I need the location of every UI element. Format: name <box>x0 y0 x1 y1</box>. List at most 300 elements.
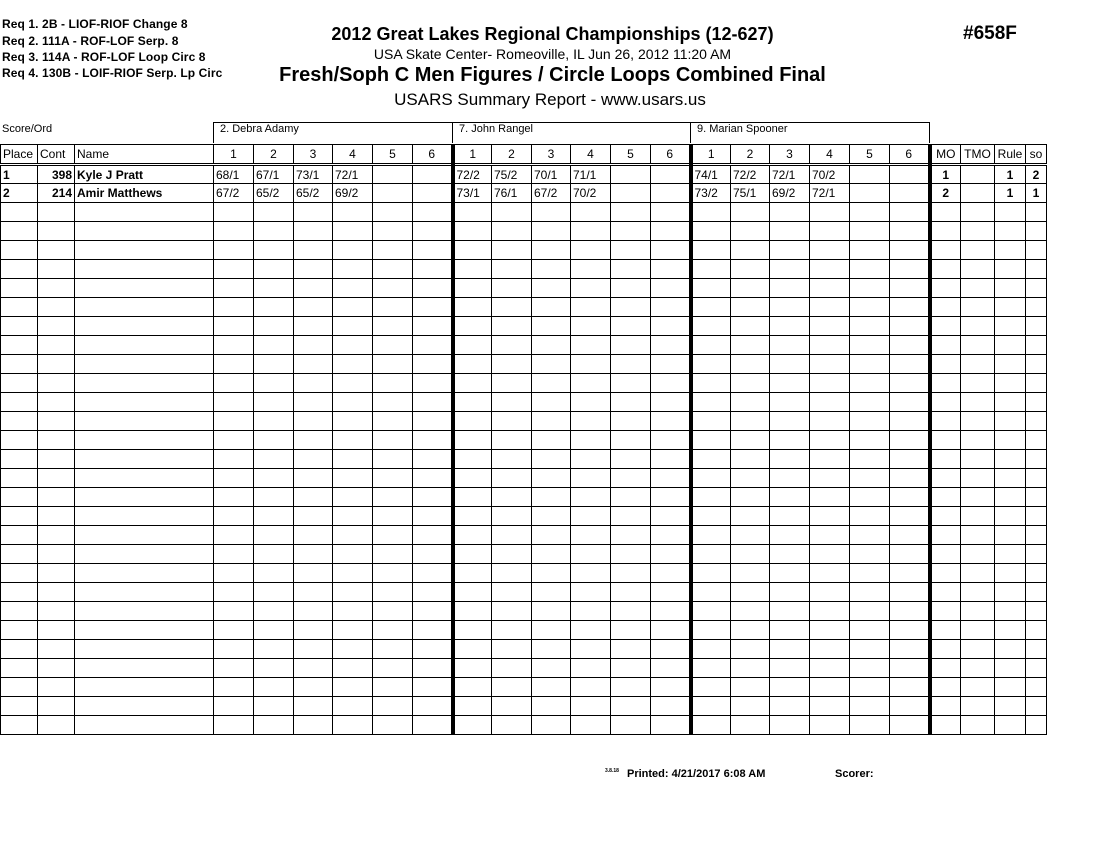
empty-cell <box>333 222 373 241</box>
empty-cell <box>1 355 38 374</box>
empty-cell <box>651 507 691 526</box>
judge-2-score-cell: 72/2 <box>453 165 492 184</box>
empty-cell <box>453 222 492 241</box>
empty-cell <box>254 583 294 602</box>
empty-cell <box>571 526 611 545</box>
empty-cell <box>1026 336 1047 355</box>
empty-cell <box>294 583 333 602</box>
empty-cell <box>413 488 453 507</box>
empty-cell <box>294 640 333 659</box>
empty-cell <box>214 621 254 640</box>
empty-cell <box>75 431 214 450</box>
empty-cell <box>890 298 930 317</box>
empty-cell <box>532 431 571 450</box>
empty-cell <box>532 583 571 602</box>
empty-cell <box>453 583 492 602</box>
empty-cell <box>1026 222 1047 241</box>
judge-2-score-cell: 70/1 <box>532 165 571 184</box>
empty-cell <box>1 317 38 336</box>
empty-cell <box>413 716 453 735</box>
empty-cell <box>333 355 373 374</box>
empty-cell <box>611 450 651 469</box>
empty-cell <box>961 317 995 336</box>
empty-cell <box>1026 374 1047 393</box>
empty-cell <box>333 260 373 279</box>
empty-cell <box>1 203 38 222</box>
empty-cell <box>810 450 850 469</box>
empty-cell <box>373 279 413 298</box>
empty-cell <box>453 507 492 526</box>
empty-cell <box>453 203 492 222</box>
empty-cell <box>1 488 38 507</box>
empty-cell <box>995 583 1026 602</box>
empty-cell <box>294 621 333 640</box>
empty-cell <box>214 659 254 678</box>
empty-cell <box>930 393 961 412</box>
empty-cell <box>294 678 333 697</box>
requirement-4: Req 4. 130B - LOIF-RIOF Serp. Lp Circ <box>2 66 223 80</box>
empty-cell <box>532 659 571 678</box>
requirement-3: Req 3. 114A - ROF-LOF Loop Circ 8 <box>2 50 206 64</box>
empty-cell <box>770 203 810 222</box>
empty-cell <box>373 678 413 697</box>
tmo-cell <box>961 165 995 184</box>
empty-cell <box>651 450 691 469</box>
empty-cell <box>532 203 571 222</box>
empty-cell <box>611 526 651 545</box>
empty-cell <box>995 203 1026 222</box>
empty-cell <box>254 450 294 469</box>
empty-cell <box>961 393 995 412</box>
empty-cell <box>254 412 294 431</box>
empty-cell <box>453 716 492 735</box>
requirement-1: Req 1. 2B - LIOF-RIOF Change 8 <box>2 17 188 31</box>
empty-cell <box>214 298 254 317</box>
empty-cell <box>413 640 453 659</box>
empty-cell <box>373 336 413 355</box>
empty-cell <box>651 298 691 317</box>
empty-cell <box>214 564 254 583</box>
empty-cell <box>611 222 651 241</box>
empty-cell <box>75 279 214 298</box>
empty-cell <box>571 469 611 488</box>
empty-cell <box>1026 488 1047 507</box>
j3-fig-2: 2 <box>731 145 770 165</box>
empty-cell <box>38 450 75 469</box>
empty-cell <box>850 355 890 374</box>
empty-cell <box>691 716 731 735</box>
empty-cell <box>373 374 413 393</box>
empty-cell <box>254 336 294 355</box>
empty-cell <box>995 564 1026 583</box>
empty-cell <box>651 393 691 412</box>
empty-cell <box>492 260 532 279</box>
empty-cell <box>731 222 770 241</box>
empty-cell <box>691 545 731 564</box>
empty-cell <box>611 507 651 526</box>
empty-cell <box>254 393 294 412</box>
empty-cell <box>691 659 731 678</box>
empty-cell <box>333 412 373 431</box>
empty-cell <box>850 222 890 241</box>
empty-cell <box>651 260 691 279</box>
empty-cell <box>413 583 453 602</box>
empty-cell <box>651 203 691 222</box>
empty-cell <box>373 621 413 640</box>
empty-cell <box>413 564 453 583</box>
empty-cell <box>75 640 214 659</box>
empty-cell <box>75 526 214 545</box>
empty-cell <box>1026 450 1047 469</box>
empty-cell <box>373 317 413 336</box>
empty-cell <box>294 241 333 260</box>
empty-cell <box>532 545 571 564</box>
empty-cell <box>1026 469 1047 488</box>
requirement-2: Req 2. 111A - ROF-LOF Serp. 8 <box>2 34 179 48</box>
report-title: USARS Summary Report - www.usars.us <box>394 90 706 109</box>
empty-table-row <box>1 621 1047 640</box>
empty-cell <box>850 564 890 583</box>
empty-cell <box>995 374 1026 393</box>
empty-cell <box>611 621 651 640</box>
empty-cell <box>492 336 532 355</box>
empty-cell <box>38 222 75 241</box>
empty-cell <box>691 431 731 450</box>
empty-cell <box>691 526 731 545</box>
empty-cell <box>413 298 453 317</box>
empty-cell <box>333 374 373 393</box>
empty-cell <box>214 678 254 697</box>
empty-cell <box>850 279 890 298</box>
empty-cell <box>770 697 810 716</box>
empty-cell <box>770 659 810 678</box>
empty-cell <box>214 526 254 545</box>
empty-cell <box>75 241 214 260</box>
empty-cell <box>571 222 611 241</box>
empty-cell <box>770 222 810 241</box>
empty-cell <box>961 507 995 526</box>
empty-cell <box>373 298 413 317</box>
empty-cell <box>731 564 770 583</box>
empty-cell <box>691 678 731 697</box>
empty-cell <box>995 279 1026 298</box>
empty-cell <box>38 374 75 393</box>
empty-cell <box>38 602 75 621</box>
empty-cell <box>571 659 611 678</box>
empty-cell <box>995 716 1026 735</box>
empty-cell <box>492 488 532 507</box>
empty-cell <box>731 298 770 317</box>
empty-cell <box>333 336 373 355</box>
empty-cell <box>651 412 691 431</box>
empty-cell <box>890 279 930 298</box>
empty-cell <box>294 697 333 716</box>
empty-cell <box>1026 298 1047 317</box>
empty-cell <box>731 602 770 621</box>
empty-cell <box>571 203 611 222</box>
empty-cell <box>453 450 492 469</box>
empty-cell <box>691 697 731 716</box>
empty-cell <box>75 412 214 431</box>
empty-cell <box>413 412 453 431</box>
empty-cell <box>453 659 492 678</box>
empty-cell <box>890 355 930 374</box>
j2-fig-3: 3 <box>532 145 571 165</box>
empty-cell <box>254 507 294 526</box>
empty-cell <box>995 526 1026 545</box>
empty-cell <box>930 697 961 716</box>
empty-cell <box>1026 431 1047 450</box>
empty-cell <box>254 374 294 393</box>
empty-cell <box>1 545 38 564</box>
empty-cell <box>850 431 890 450</box>
judge-1-score-cell: 69/2 <box>333 184 373 203</box>
empty-cell <box>810 526 850 545</box>
judge-3-score-cell: 75/1 <box>731 184 770 203</box>
judge-2-score-cell: 76/1 <box>492 184 532 203</box>
empty-cell <box>492 659 532 678</box>
empty-cell <box>1 697 38 716</box>
judge-2-header <box>452 122 691 143</box>
empty-cell <box>453 545 492 564</box>
empty-cell <box>214 583 254 602</box>
empty-cell <box>850 450 890 469</box>
empty-cell <box>691 355 731 374</box>
empty-cell <box>333 279 373 298</box>
empty-cell <box>373 203 413 222</box>
empty-cell <box>890 393 930 412</box>
empty-cell <box>810 716 850 735</box>
empty-cell <box>254 678 294 697</box>
judge-1-score-cell: 73/1 <box>294 165 333 184</box>
empty-cell <box>1 241 38 260</box>
empty-cell <box>1026 507 1047 526</box>
empty-cell <box>373 545 413 564</box>
empty-cell <box>890 317 930 336</box>
empty-cell <box>995 678 1026 697</box>
empty-cell <box>770 526 810 545</box>
empty-cell <box>611 469 651 488</box>
judge-2-score-cell <box>651 165 691 184</box>
empty-cell <box>333 393 373 412</box>
empty-table-row <box>1 374 1047 393</box>
empty-cell <box>810 393 850 412</box>
empty-table-row <box>1 317 1047 336</box>
empty-cell <box>995 488 1026 507</box>
empty-cell <box>571 621 611 640</box>
empty-cell <box>214 336 254 355</box>
empty-cell <box>770 374 810 393</box>
empty-cell <box>254 621 294 640</box>
empty-cell <box>294 545 333 564</box>
empty-cell <box>294 659 333 678</box>
empty-cell <box>492 640 532 659</box>
empty-cell <box>850 507 890 526</box>
empty-cell <box>214 450 254 469</box>
empty-cell <box>38 355 75 374</box>
empty-cell <box>850 640 890 659</box>
empty-cell <box>333 602 373 621</box>
empty-cell <box>571 583 611 602</box>
empty-cell <box>294 507 333 526</box>
empty-cell <box>532 412 571 431</box>
empty-cell <box>770 564 810 583</box>
empty-cell <box>214 507 254 526</box>
empty-cell <box>930 222 961 241</box>
empty-cell <box>38 526 75 545</box>
empty-cell <box>254 488 294 507</box>
empty-cell <box>995 507 1026 526</box>
empty-cell <box>38 621 75 640</box>
empty-cell <box>453 336 492 355</box>
empty-cell <box>731 621 770 640</box>
empty-cell <box>75 374 214 393</box>
empty-cell <box>492 431 532 450</box>
empty-cell <box>214 279 254 298</box>
empty-cell <box>611 336 651 355</box>
empty-cell <box>333 526 373 545</box>
empty-cell <box>492 678 532 697</box>
empty-cell <box>611 659 651 678</box>
empty-cell <box>1 260 38 279</box>
judge-1-name: 2. Debra Adamy <box>220 123 299 135</box>
judge-1-score-cell: 67/2 <box>214 184 254 203</box>
empty-cell <box>254 716 294 735</box>
empty-cell <box>731 659 770 678</box>
empty-cell <box>995 241 1026 260</box>
empty-cell <box>413 355 453 374</box>
empty-cell <box>75 602 214 621</box>
empty-cell <box>532 355 571 374</box>
empty-cell <box>38 279 75 298</box>
empty-cell <box>850 716 890 735</box>
empty-cell <box>930 678 961 697</box>
empty-cell <box>75 317 214 336</box>
empty-cell <box>38 393 75 412</box>
empty-cell <box>651 526 691 545</box>
empty-cell <box>492 241 532 260</box>
empty-cell <box>995 412 1026 431</box>
empty-cell <box>770 678 810 697</box>
empty-cell <box>691 260 731 279</box>
empty-cell <box>38 260 75 279</box>
judge-2-score-cell: 73/1 <box>453 184 492 203</box>
empty-cell <box>731 279 770 298</box>
empty-cell <box>38 298 75 317</box>
rule-cell: 1 <box>995 184 1026 203</box>
empty-cell <box>492 564 532 583</box>
empty-cell <box>571 545 611 564</box>
empty-cell <box>75 545 214 564</box>
empty-cell <box>75 621 214 640</box>
empty-cell <box>930 241 961 260</box>
empty-cell <box>850 621 890 640</box>
empty-cell <box>770 469 810 488</box>
empty-cell <box>532 222 571 241</box>
empty-cell <box>214 412 254 431</box>
empty-cell <box>961 716 995 735</box>
empty-cell <box>731 450 770 469</box>
empty-cell <box>611 279 651 298</box>
empty-cell <box>75 716 214 735</box>
empty-cell <box>75 469 214 488</box>
empty-cell <box>453 488 492 507</box>
empty-cell <box>571 241 611 260</box>
mo-cell: 1 <box>930 165 961 184</box>
empty-table-row <box>1 583 1047 602</box>
empty-cell <box>961 545 995 564</box>
empty-cell <box>810 260 850 279</box>
empty-cell <box>995 640 1026 659</box>
empty-cell <box>770 545 810 564</box>
empty-cell <box>413 450 453 469</box>
empty-cell <box>254 355 294 374</box>
empty-cell <box>453 241 492 260</box>
empty-cell <box>571 716 611 735</box>
empty-cell <box>691 203 731 222</box>
empty-cell <box>961 203 995 222</box>
empty-cell <box>930 526 961 545</box>
empty-cell <box>731 583 770 602</box>
empty-cell <box>930 279 961 298</box>
empty-cell <box>810 602 850 621</box>
judge-1-score-cell: 72/1 <box>333 165 373 184</box>
empty-table-row <box>1 564 1047 583</box>
empty-cell <box>1 222 38 241</box>
judge-3-score-cell <box>890 165 930 184</box>
empty-cell <box>38 469 75 488</box>
empty-cell <box>930 355 961 374</box>
empty-cell <box>731 507 770 526</box>
empty-cell <box>1 507 38 526</box>
empty-cell <box>890 678 930 697</box>
empty-cell <box>333 298 373 317</box>
empty-cell <box>810 469 850 488</box>
empty-cell <box>453 678 492 697</box>
judge-2-score-cell <box>611 184 651 203</box>
empty-cell <box>930 583 961 602</box>
empty-cell <box>611 716 651 735</box>
empty-cell <box>254 640 294 659</box>
empty-cell <box>532 602 571 621</box>
mo-cell: 2 <box>930 184 961 203</box>
empty-cell <box>850 697 890 716</box>
empty-cell <box>611 602 651 621</box>
empty-cell <box>492 602 532 621</box>
empty-cell <box>254 317 294 336</box>
empty-table-row <box>1 260 1047 279</box>
empty-cell <box>532 488 571 507</box>
name-cell: Amir Matthews <box>75 184 214 203</box>
empty-cell <box>995 450 1026 469</box>
empty-cell <box>731 336 770 355</box>
empty-cell <box>254 602 294 621</box>
empty-cell <box>961 659 995 678</box>
empty-cell <box>961 469 995 488</box>
empty-cell <box>651 640 691 659</box>
empty-cell <box>38 317 75 336</box>
empty-cell <box>611 393 651 412</box>
empty-cell <box>453 279 492 298</box>
empty-cell <box>571 298 611 317</box>
empty-cell <box>651 621 691 640</box>
empty-cell <box>214 716 254 735</box>
empty-cell <box>532 621 571 640</box>
empty-cell <box>890 526 930 545</box>
empty-cell <box>532 507 571 526</box>
empty-cell <box>651 678 691 697</box>
empty-cell <box>770 621 810 640</box>
